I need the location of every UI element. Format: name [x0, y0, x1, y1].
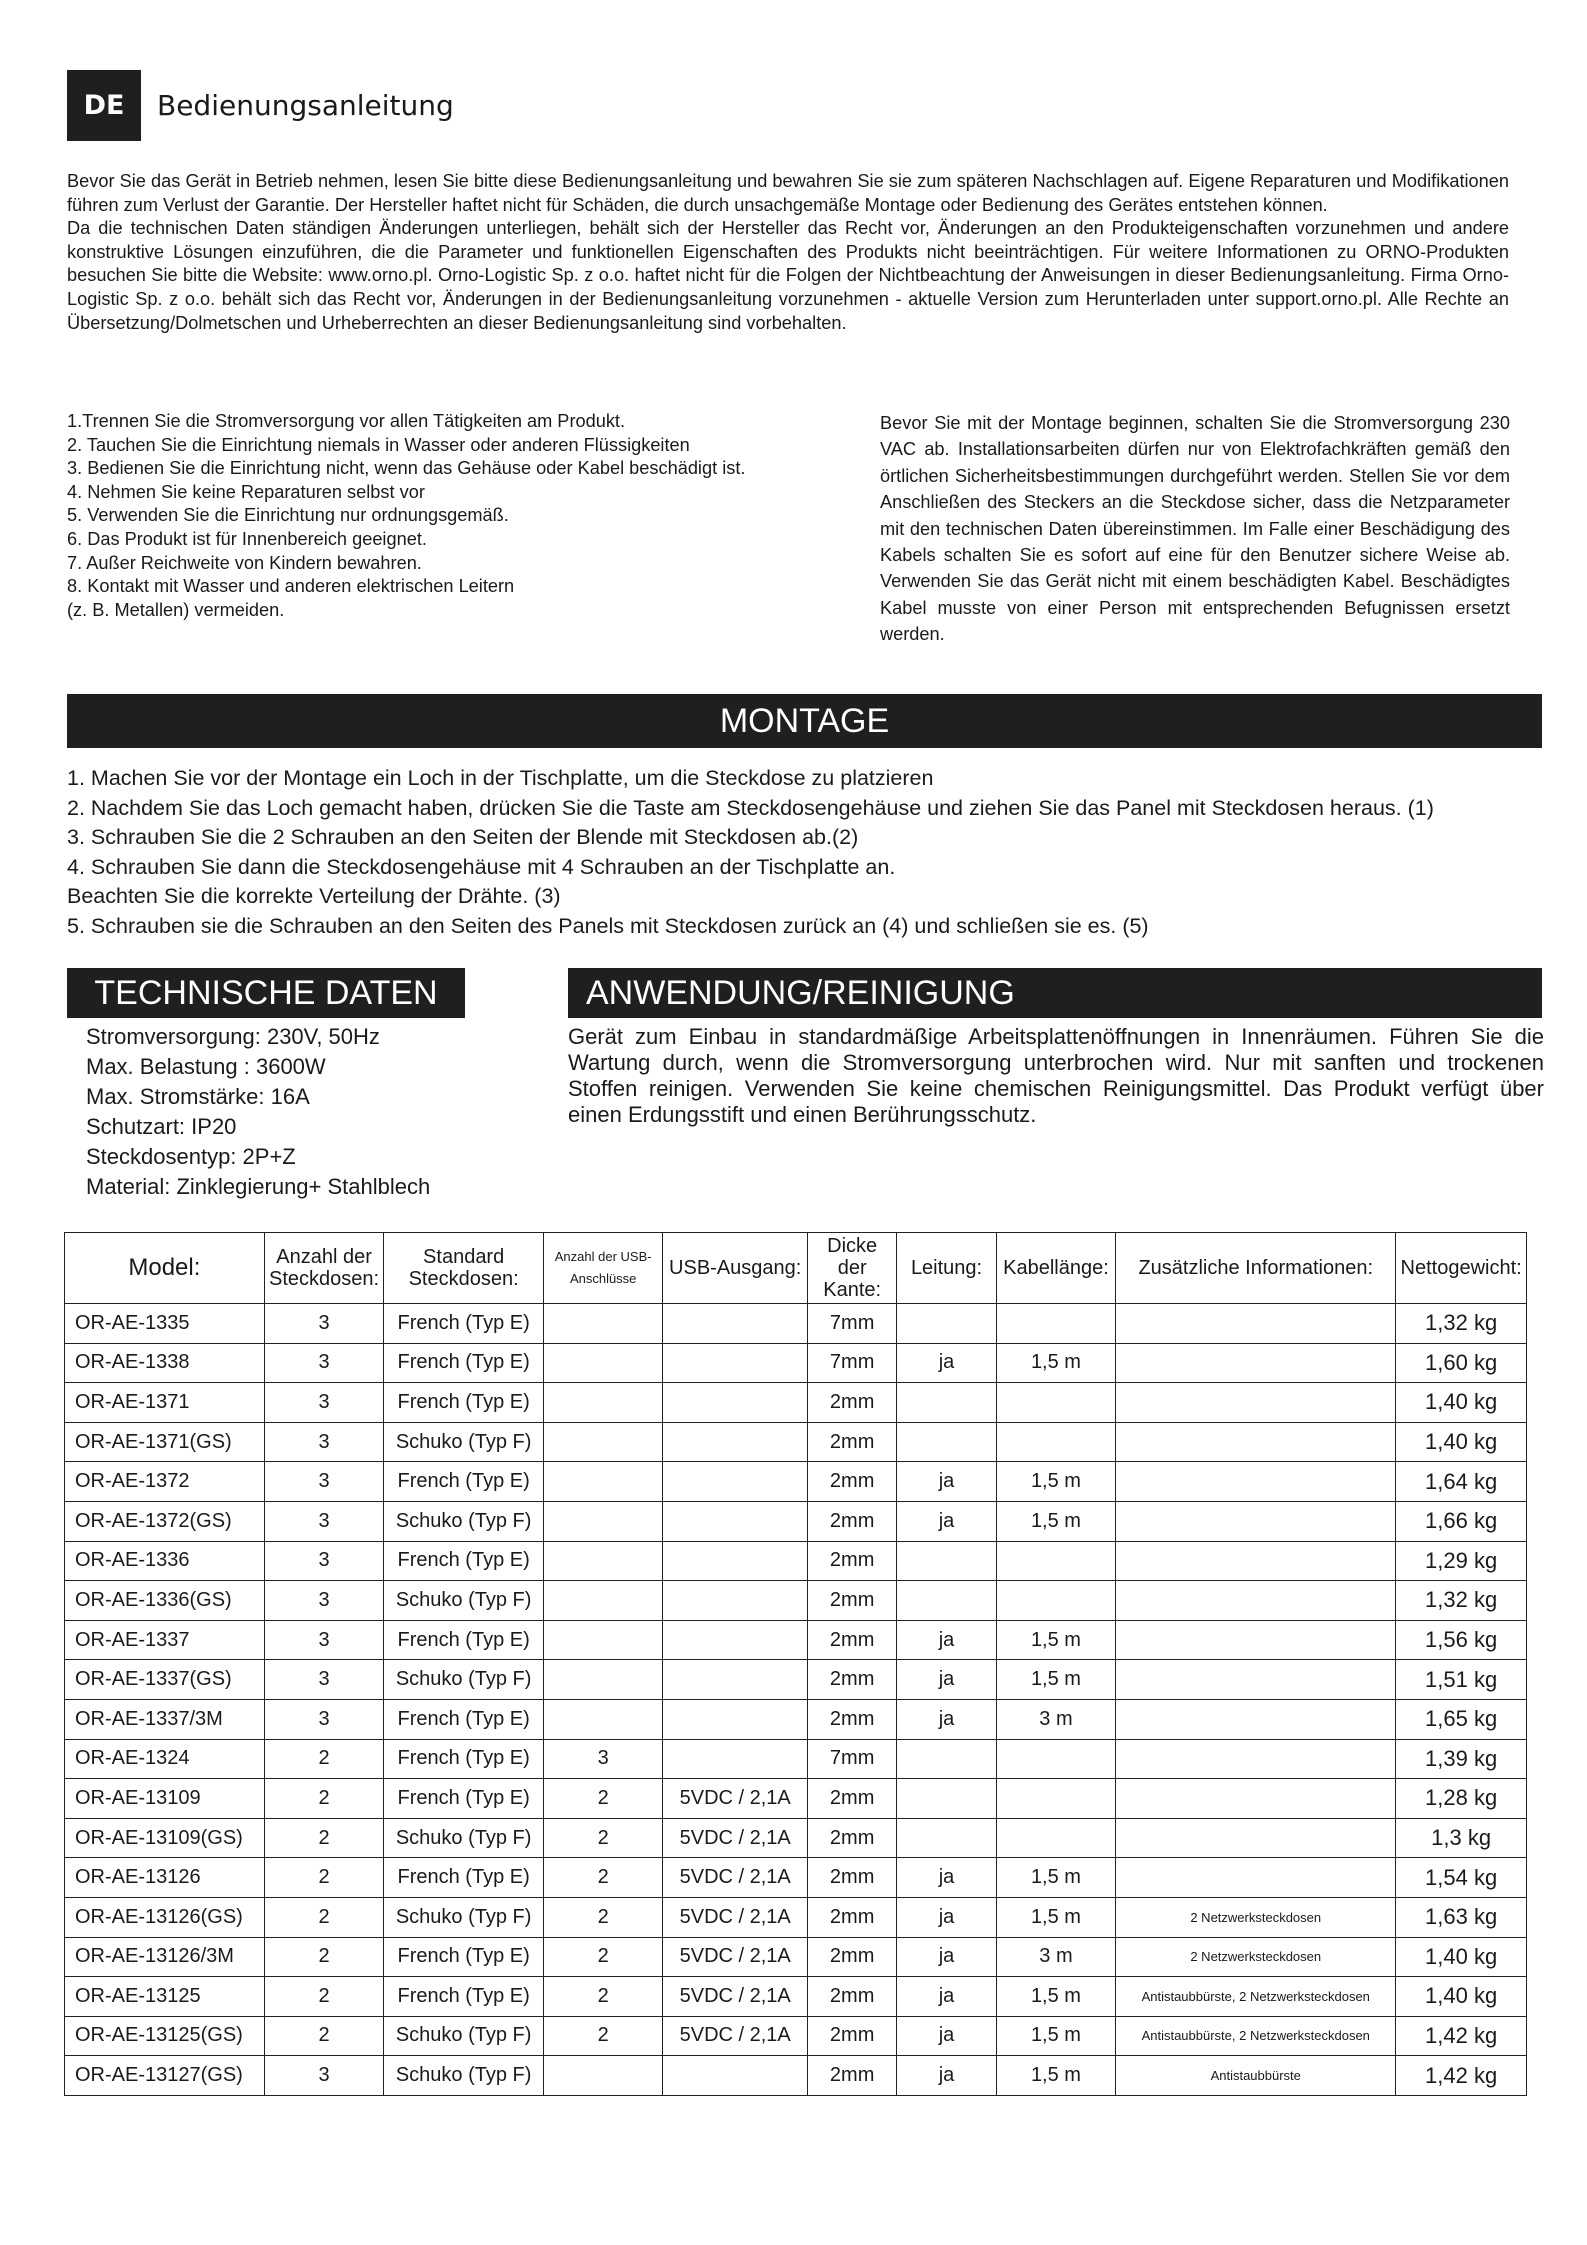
table-cell: OR-AE-13127(GS) [65, 2056, 265, 2096]
table-cell: 1,29 kg [1396, 1541, 1527, 1581]
column-header: Model: [65, 1233, 265, 1304]
montage-step: 4. Schrauben Sie dann die Steckdosengehäuse mit 4 Schrauben an der Tischplatte an. [67, 854, 896, 879]
table-cell: 2 [264, 1937, 384, 1977]
table-cell: OR-AE-1336(GS) [65, 1581, 265, 1621]
table-cell: Antistaubbürste, 2 Netzwerksteckdosen [1116, 1977, 1396, 2017]
table-cell: 1,3 kg [1396, 1818, 1527, 1858]
table-cell: 2 [264, 1897, 384, 1937]
table-cell: OR-AE-1372 [65, 1462, 265, 1502]
table-cell: 1,5 m [996, 1858, 1115, 1898]
table-cell: 1,32 kg [1396, 1581, 1527, 1621]
table-cell: 3 [264, 1462, 384, 1502]
table-cell [543, 1660, 662, 1700]
table-cell [663, 1304, 808, 1344]
table-cell: 1,42 kg [1396, 2056, 1527, 2096]
installation-warning: Bevor Sie mit der Montage beginnen, schalten Sie die Stromversorgung 230 VAC ab. Installationsarbeiten dürfen nur von Elektrofachkräften gemäß den örtlichen Sicherheitsbestimmungen durchgeführt werden. Stellen Sie vor dem Anschließen des Steckers an die Steckdose sicher, dass die Netzparameter mit den technischen Daten übereinstimmen. Im Falle einer Beschädigung des Kabels schalten Sie es sofort auf eine für den Benutzer sichere Weise ab. Verwenden Sie das Gerät nicht mit einem beschädigten Kabel. Beschädigtes Kabel musste von einer Person mit entsprechenden Befugnissen ersetzt werden. [880, 413, 1510, 645]
table-cell [996, 1818, 1115, 1858]
table-cell: ja [897, 1462, 996, 1502]
table-cell: OR-AE-1371(GS) [65, 1422, 265, 1462]
table-cell: OR-AE-13126(GS) [65, 1897, 265, 1937]
montage-step: 1. Machen Sie vor der Montage ein Loch in der Tischplatte, um die Steckdose zu platzieren [67, 766, 934, 790]
table-cell [543, 1541, 662, 1581]
column-header: Nettogewicht: [1396, 1233, 1527, 1304]
table-cell: 2mm [807, 1818, 896, 1858]
intro-text [67, 170, 1509, 335]
table-cell [543, 1462, 662, 1502]
table-cell [543, 1620, 662, 1660]
table-cell: 3 [264, 1581, 384, 1621]
table-cell [543, 1501, 662, 1541]
table-cell: 2 [543, 1779, 662, 1819]
table-cell: OR-AE-1371 [65, 1383, 265, 1423]
tech-item: Stromversorgung: 230V, 50Hz [86, 1024, 380, 1049]
table-cell: 1,66 kg [1396, 1501, 1527, 1541]
table-cell: 5VDC / 2,1A [663, 1858, 808, 1898]
table-cell: 1,40 kg [1396, 1422, 1527, 1462]
table-cell: 2mm [807, 1462, 896, 1502]
table-row [65, 1897, 1527, 1937]
table-cell: 1,40 kg [1396, 1383, 1527, 1423]
table-row [65, 1462, 1527, 1502]
table-cell: 1,5 m [996, 1620, 1115, 1660]
table-cell [897, 1383, 996, 1423]
document-header [67, 70, 454, 141]
tech-item: Material: Zinklegierung+ Stahlblech [86, 1174, 431, 1199]
table-cell: OR-AE-1324 [65, 1739, 265, 1779]
column-header: Zusätzliche Informationen: [1116, 1233, 1396, 1304]
table-cell: French (Typ E) [384, 1858, 544, 1898]
table-cell: OR-AE-13125(GS) [65, 2016, 265, 2056]
table-row [65, 1501, 1527, 1541]
table-cell: 1,63 kg [1396, 1897, 1527, 1937]
tech-data-heading: TECHNISCHE DATEN [67, 968, 465, 1018]
tech-data-list [86, 1022, 430, 1202]
table-cell [543, 1304, 662, 1344]
table-cell: 1,5 m [996, 2016, 1115, 2056]
table-cell: 1,5 m [996, 1977, 1115, 2017]
table-cell: 2 [264, 1739, 384, 1779]
table-cell: ja [897, 1343, 996, 1383]
table-cell: Schuko (Typ F) [384, 1581, 544, 1621]
table-cell: 3 [264, 1620, 384, 1660]
table-cell: 2mm [807, 1501, 896, 1541]
table-cell: 3 [264, 1343, 384, 1383]
table-cell: 1,5 m [996, 1343, 1115, 1383]
table-cell: Schuko (Typ F) [384, 1501, 544, 1541]
table-cell [1116, 1383, 1396, 1423]
table-cell: Schuko (Typ F) [384, 2056, 544, 2096]
table-header-row [65, 1233, 1527, 1304]
table-row [65, 2056, 1527, 2096]
table-cell [996, 1581, 1115, 1621]
table-cell [996, 1779, 1115, 1819]
table-cell: 1,5 m [996, 1660, 1115, 1700]
table-cell: French (Typ E) [384, 1343, 544, 1383]
table-row [65, 1343, 1527, 1383]
table-cell [663, 1581, 808, 1621]
table-cell [1116, 1462, 1396, 1502]
table-cell [1116, 1581, 1396, 1621]
table-cell: 3 [264, 1383, 384, 1423]
table-cell: 2mm [807, 1660, 896, 1700]
table-cell [663, 1739, 808, 1779]
table-cell: 1,5 m [996, 1501, 1115, 1541]
safety-item: 2. Tauchen Sie die Einrichtung niemals in Wasser oder anderen Flüssigkeiten [67, 434, 690, 455]
table-cell: Schuko (Typ F) [384, 2016, 544, 2056]
table-cell: 1,54 kg [1396, 1858, 1527, 1898]
table-cell [663, 1620, 808, 1660]
montage-step: 3. Schrauben Sie die 2 Schrauben an den Seiten der Blende mit Steckdosen ab.(2) [67, 825, 859, 849]
table-cell: French (Typ E) [384, 1739, 544, 1779]
table-cell [543, 1422, 662, 1462]
table-cell [663, 1383, 808, 1423]
table-row [65, 1818, 1527, 1858]
table-cell [663, 1660, 808, 1700]
table-cell: 2 Netzwerksteckdosen [1116, 1897, 1396, 1937]
table-cell: ja [897, 1937, 996, 1977]
table-cell: 1,28 kg [1396, 1779, 1527, 1819]
table-cell: 1,65 kg [1396, 1699, 1527, 1739]
table-row [65, 1304, 1527, 1344]
table-cell: ja [897, 1897, 996, 1937]
table-cell [543, 1343, 662, 1383]
table-row [65, 1620, 1527, 1660]
safety-list [67, 410, 867, 622]
table-cell: OR-AE-1337/3M [65, 1699, 265, 1739]
safety-item: 1.Trennen Sie die Stromversorgung vor allen Tätigkeiten am Produkt. [67, 411, 626, 431]
table-cell [897, 1304, 996, 1344]
safety-item: 4. Nehmen Sie keine Reparaturen selbst vor [67, 481, 425, 502]
table-cell: 1,40 kg [1396, 1937, 1527, 1977]
table-cell: 3 [264, 1304, 384, 1344]
table-cell: 2 [543, 1858, 662, 1898]
table-cell: Schuko (Typ F) [384, 1660, 544, 1700]
intro-paragraph: Bevor Sie das Gerät in Betrieb nehmen, lesen Sie bitte diese Bedienungsanleitung und bewahren Sie sie zum späteren Nachschlagen auf. Eigene Reparaturen und Modifikationen führen zum Verlust der Garantie. Der Hersteller haftet nicht für Schäden, die durch unsachgemäße Montage oder Bedienung des Gerätes entstehen können. [67, 171, 1509, 215]
table-cell: 3 [264, 1541, 384, 1581]
table-cell [996, 1422, 1115, 1462]
table-cell: Schuko (Typ F) [384, 1818, 544, 1858]
table-cell: 3 [264, 2056, 384, 2096]
table-cell [1116, 1501, 1396, 1541]
montage-step: 5. Schrauben sie die Schrauben an den Seiten des Panels mit Steckdosen zurück an (4) und schließen sie es. (5) [67, 913, 1149, 938]
table-cell [1116, 1541, 1396, 1581]
table-cell: 1,51 kg [1396, 1660, 1527, 1700]
table-cell: 1,5 m [996, 2056, 1115, 2096]
table-cell: 2mm [807, 1779, 896, 1819]
table-cell: ja [897, 2056, 996, 2096]
table-cell: 2 [543, 1818, 662, 1858]
table-cell: 2 [264, 1779, 384, 1819]
table-cell: 2 [543, 1937, 662, 1977]
montage-step: Beachten Sie die korrekte Verteilung der Drähte. (3) [67, 884, 561, 908]
table-cell: ja [897, 1620, 996, 1660]
table-cell: 2 [264, 1977, 384, 2017]
table-row [65, 1581, 1527, 1621]
table-cell: 2 [264, 2016, 384, 2056]
montage-heading: MONTAGE [67, 694, 1542, 748]
intro-paragraph: Da die technischen Daten ständigen Änderungen unterliegen, behält sich der Hersteller das Recht vor, Änderungen an den Produkteigenschaften vorzunehmen und andere konstruktive Lösungen einzuführen, die die Parameter und funktionellen Eigenschaften des Produkts nicht beeinträchtigen. Für weitere Informationen zu ORNO-Produkten besuchen Sie bitte die Website: www.orno.pl. Orno-Logistic Sp. z o.o. haftet nicht für die Folgen der Nichtbeachtung der Anweisungen in dieser Bedienungsanleitung. Firma Orno-Logistic Sp. z o.o. behält sich das Recht vor, Änderungen in der Bedienungsanleitung vorzunehmen - aktuelle Version zum Herunterladen unter support.orno.pl. Alle Rechte an Übersetzung/Dolmetschen und Urheberrechten an dieser Bedienungsanleitung sind vorbehalten. [67, 218, 1509, 333]
table-cell [996, 1304, 1115, 1344]
table-row [65, 1699, 1527, 1739]
table-cell: 7mm [807, 1343, 896, 1383]
tech-item: Steckdosentyp: 2P+Z [86, 1144, 296, 1169]
table-cell: French (Typ E) [384, 1462, 544, 1502]
table-cell: 2 [543, 1977, 662, 2017]
table-cell: OR-AE-1335 [65, 1304, 265, 1344]
table-cell: 5VDC / 2,1A [663, 1937, 808, 1977]
tech-item: Max. Stromstärke: 16A [86, 1084, 310, 1109]
table-cell: 2mm [807, 1422, 896, 1462]
table-cell [1116, 1858, 1396, 1898]
table-cell: 3 [264, 1699, 384, 1739]
table-cell: 1,56 kg [1396, 1620, 1527, 1660]
table-cell: ja [897, 1501, 996, 1541]
document-title: Bedienungsanleitung [157, 89, 454, 122]
column-header: Standard Steckdosen: [384, 1233, 544, 1304]
table-cell [897, 1779, 996, 1819]
table-cell [1116, 1660, 1396, 1700]
column-header: Kabellänge: [996, 1233, 1115, 1304]
safety-item: 8. Kontakt mit Wasser und anderen elektrischen Leitern [67, 576, 515, 597]
table-cell: 1,40 kg [1396, 1977, 1527, 2017]
table-cell [996, 1541, 1115, 1581]
table-cell: 1,39 kg [1396, 1739, 1527, 1779]
table-cell [663, 2056, 808, 2096]
table-cell: French (Typ E) [384, 1541, 544, 1581]
table-cell [897, 1541, 996, 1581]
column-header: USB-Ausgang: [663, 1233, 808, 1304]
table-cell [543, 1383, 662, 1423]
table-cell [663, 1462, 808, 1502]
table-cell: Schuko (Typ F) [384, 1422, 544, 1462]
table-row [65, 1937, 1527, 1977]
table-cell [1116, 1620, 1396, 1660]
table-row [65, 1977, 1527, 2017]
table-cell: 1,32 kg [1396, 1304, 1527, 1344]
safety-item: (z. B. Metallen) vermeiden. [67, 599, 285, 620]
table-cell: 1,42 kg [1396, 2016, 1527, 2056]
table-cell [897, 1422, 996, 1462]
table-cell: 2mm [807, 1858, 896, 1898]
table-cell: OR-AE-13109 [65, 1779, 265, 1819]
usage-text: Gerät zum Einbau in standardmäßige Arbeitsplattenöffnungen in Innenräumen. Führen Sie die Wartung durch, wenn die Stromversorgung unterbrochen wird. Nur mit sanften und trockenen Stoffen reinigen. Verwenden Sie keine chemischen Reinigungsmittel. Das Produkt verfügt über einen Erdungsstift und einen Berührungsschutz. [568, 1024, 1544, 1127]
table-cell: 5VDC / 2,1A [663, 1818, 808, 1858]
table-cell [663, 1699, 808, 1739]
table-row [65, 1739, 1527, 1779]
table-row [65, 1779, 1527, 1819]
table-row [65, 2016, 1527, 2056]
table-cell: OR-AE-1337 [65, 1620, 265, 1660]
table-cell: 5VDC / 2,1A [663, 1779, 808, 1819]
table-cell: 2mm [807, 1699, 896, 1739]
table-cell: ja [897, 1699, 996, 1739]
table-cell [543, 2056, 662, 2096]
table-cell: French (Typ E) [384, 1699, 544, 1739]
table-cell: 2mm [807, 1937, 896, 1977]
table-cell: 2mm [807, 1383, 896, 1423]
table-row [65, 1383, 1527, 1423]
table-cell: Schuko (Typ F) [384, 1897, 544, 1937]
table-row [65, 1660, 1527, 1700]
table-cell [996, 1383, 1115, 1423]
table-cell: OR-AE-1337(GS) [65, 1660, 265, 1700]
safety-item: 7. Außer Reichweite von Kindern bewahren. [67, 552, 422, 573]
table-cell [1116, 1422, 1396, 1462]
safety-item: 6. Das Produkt ist für Innenbereich geeignet. [67, 528, 427, 549]
table-cell [543, 1699, 662, 1739]
tech-item: Schutzart: IP20 [86, 1114, 237, 1139]
table-cell: French (Typ E) [384, 1304, 544, 1344]
table-cell: 7mm [807, 1304, 896, 1344]
table-cell: 2 [543, 2016, 662, 2056]
table-cell: 2 [264, 1818, 384, 1858]
table-cell: 2mm [807, 1581, 896, 1621]
table-cell: OR-AE-13126/3M [65, 1937, 265, 1977]
table-cell [897, 1739, 996, 1779]
table-cell [996, 1739, 1115, 1779]
table-cell: OR-AE-1372(GS) [65, 1501, 265, 1541]
table-cell: 2mm [807, 1977, 896, 2017]
table-cell [1116, 1818, 1396, 1858]
table-cell: ja [897, 1660, 996, 1700]
table-cell: ja [897, 1977, 996, 2017]
table-cell: 2mm [807, 1620, 896, 1660]
table-cell [543, 1581, 662, 1621]
table-cell: Antistaubbürste [1116, 2056, 1396, 2096]
table-cell: 5VDC / 2,1A [663, 1977, 808, 2017]
table-cell: 1,60 kg [1396, 1343, 1527, 1383]
model-table [64, 1232, 1527, 2096]
table-cell: 2 [264, 1858, 384, 1898]
table-cell: Antistaubbürste, 2 Netzwerksteckdosen [1116, 2016, 1396, 2056]
table-cell: 2mm [807, 2056, 896, 2096]
table-cell: French (Typ E) [384, 1779, 544, 1819]
table-cell: French (Typ E) [384, 1937, 544, 1977]
table-cell [1116, 1779, 1396, 1819]
table-cell: 3 m [996, 1699, 1115, 1739]
table-cell: OR-AE-1338 [65, 1343, 265, 1383]
table-cell: 3 [543, 1739, 662, 1779]
column-header: Anzahl der Steckdosen: [264, 1233, 384, 1304]
table-cell [663, 1541, 808, 1581]
column-header: Leitung: [897, 1233, 996, 1304]
table-cell: OR-AE-13126 [65, 1858, 265, 1898]
safety-item: 3. Bedienen Sie die Einrichtung nicht, wenn das Gehäuse oder Kabel beschädigt ist. [67, 458, 746, 479]
table-cell [897, 1581, 996, 1621]
table-cell: 2mm [807, 1897, 896, 1937]
table-cell [663, 1343, 808, 1383]
table-cell: French (Typ E) [384, 1383, 544, 1423]
usage-heading: ANWENDUNG/REINIGUNG [568, 968, 1542, 1018]
table-row [65, 1541, 1527, 1581]
table-cell: OR-AE-13125 [65, 1977, 265, 2017]
column-header: Anzahl der USB-Anschlüsse [543, 1233, 662, 1304]
table-cell [897, 1818, 996, 1858]
table-cell: 1,64 kg [1396, 1462, 1527, 1502]
table-cell [1116, 1304, 1396, 1344]
table-cell: French (Typ E) [384, 1620, 544, 1660]
table-cell: 2mm [807, 1541, 896, 1581]
safety-item: 5. Verwenden Sie die Einrichtung nur ordnungsgemäß. [67, 505, 509, 526]
table-cell: 5VDC / 2,1A [663, 1897, 808, 1937]
table-cell: OR-AE-1336 [65, 1541, 265, 1581]
language-badge: DE [67, 70, 141, 141]
table-cell [663, 1501, 808, 1541]
montage-steps [67, 764, 1567, 941]
table-cell: 1,5 m [996, 1897, 1115, 1937]
table-cell: 5VDC / 2,1A [663, 2016, 808, 2056]
tech-item: Max. Belastung : 3600W [86, 1054, 326, 1079]
table-cell: 3 [264, 1422, 384, 1462]
column-header: Dicke der Kante: [807, 1233, 896, 1304]
montage-step: 2. Nachdem Sie das Loch gemacht haben, drücken Sie die Taste am Steckdosengehäuse und ziehen Sie das Panel mit Steckdosen heraus. (1) [67, 795, 1434, 820]
table-cell: ja [897, 1858, 996, 1898]
table-row [65, 1422, 1527, 1462]
table-row [65, 1858, 1527, 1898]
table-cell [1116, 1699, 1396, 1739]
table-cell [1116, 1343, 1396, 1383]
table-cell: 2mm [807, 2016, 896, 2056]
table-cell: 7mm [807, 1739, 896, 1779]
table-cell: 2 Netzwerksteckdosen [1116, 1937, 1396, 1977]
table-cell: French (Typ E) [384, 1977, 544, 2017]
table-cell: 3 [264, 1501, 384, 1541]
table-cell: OR-AE-13109(GS) [65, 1818, 265, 1858]
table-cell: 2 [543, 1897, 662, 1937]
table-cell [663, 1422, 808, 1462]
table-cell: 3 [264, 1660, 384, 1700]
table-cell: 3 m [996, 1937, 1115, 1977]
table-cell: 1,5 m [996, 1462, 1115, 1502]
table-cell: ja [897, 2016, 996, 2056]
table-cell [1116, 1739, 1396, 1779]
